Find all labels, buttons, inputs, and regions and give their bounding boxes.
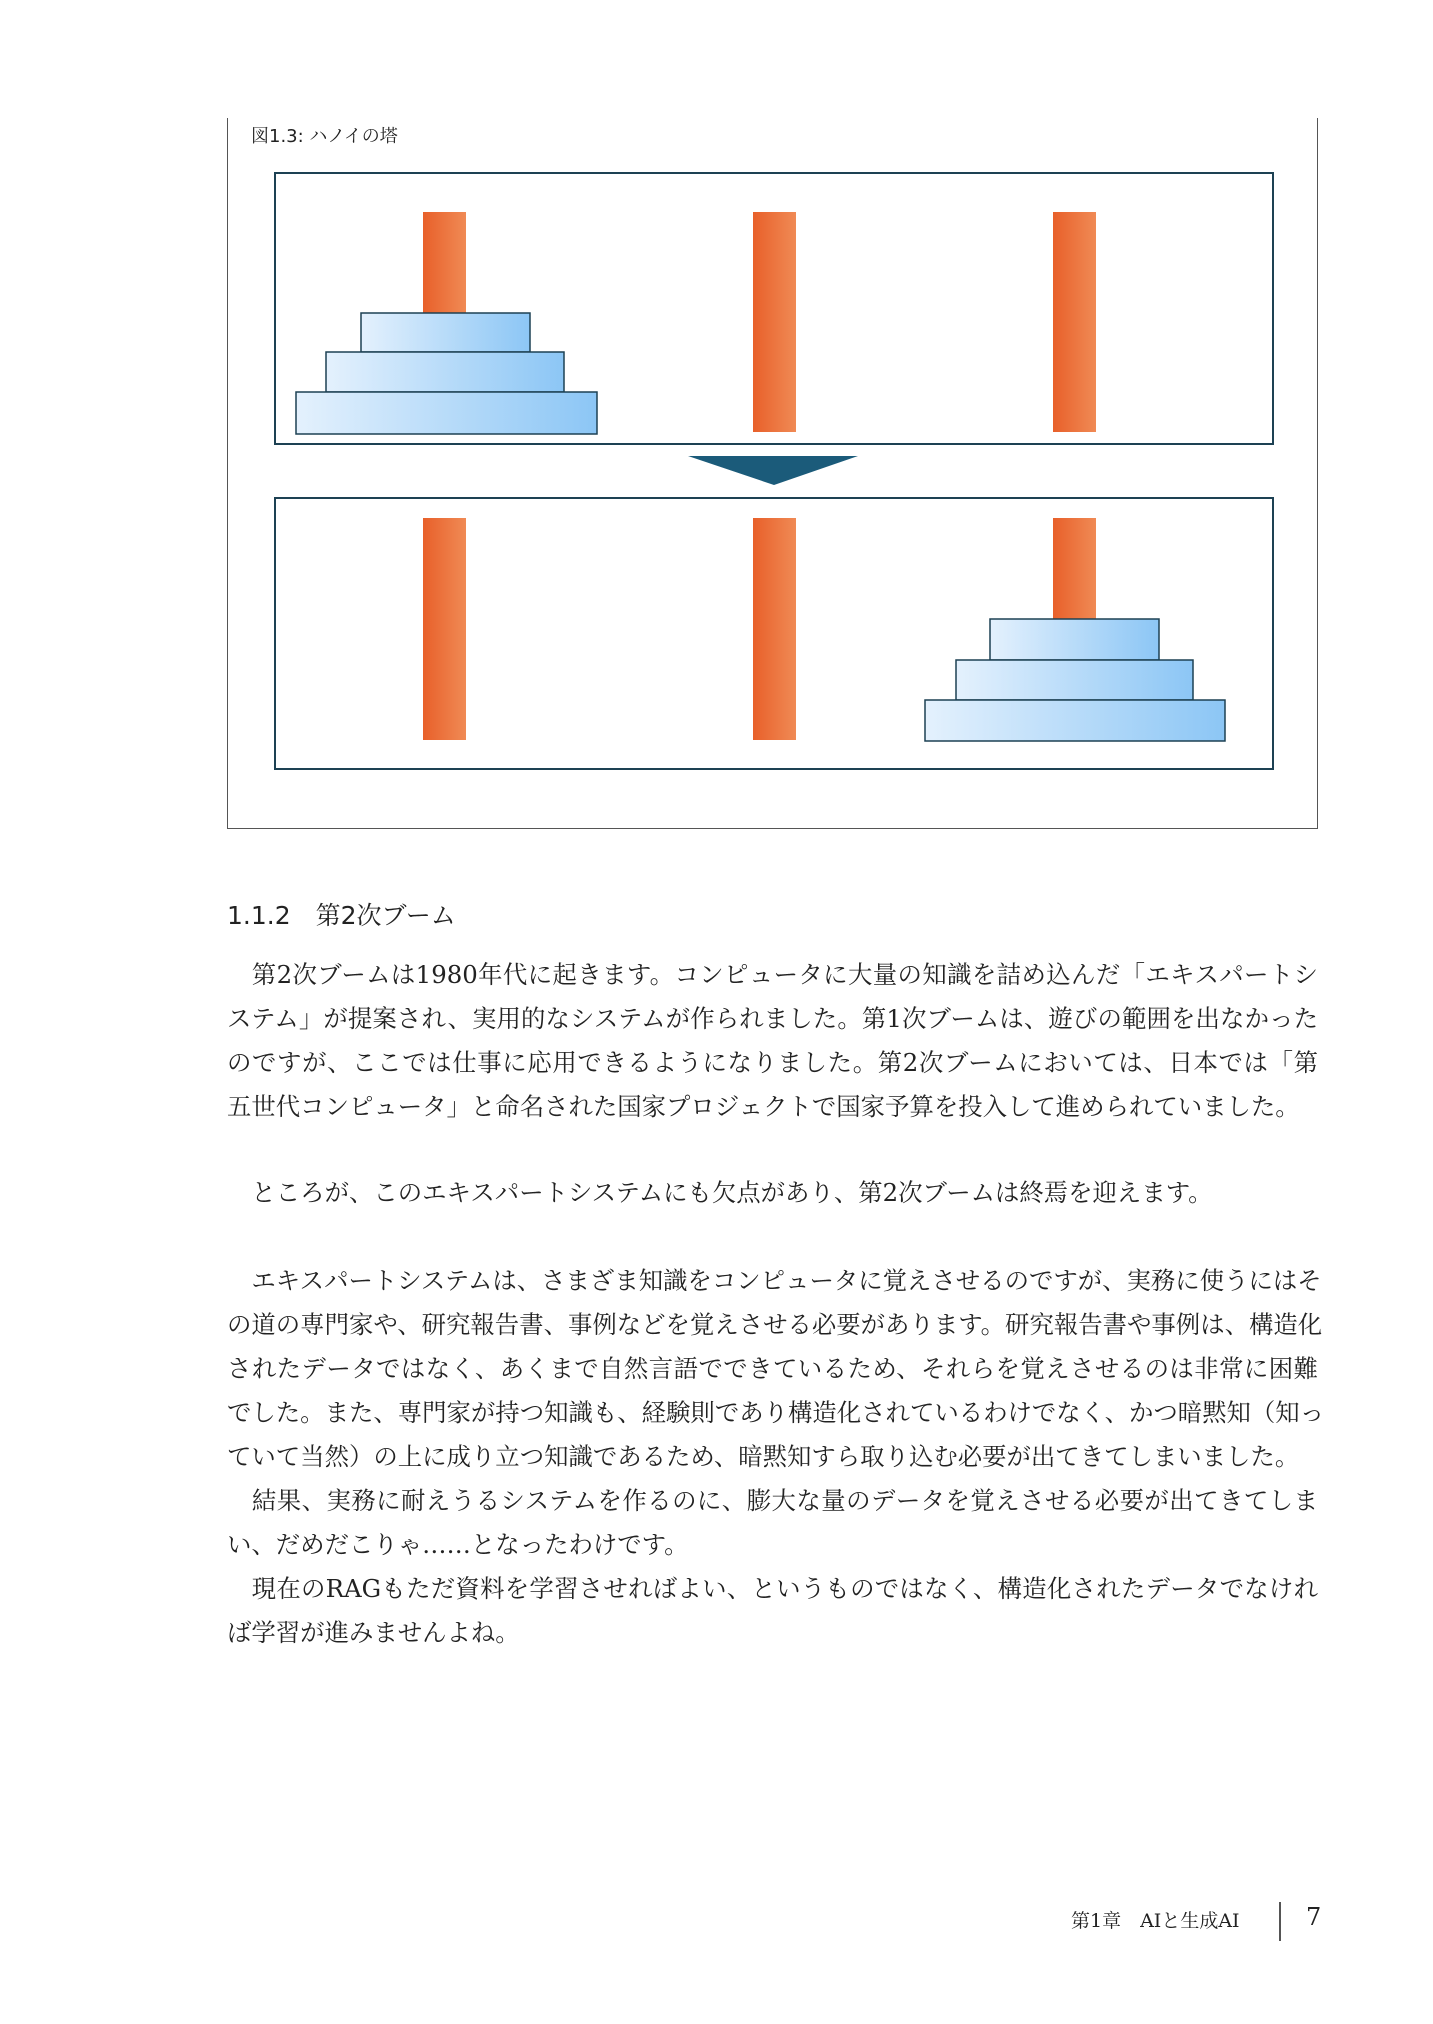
footer-divider bbox=[1279, 1902, 1281, 1941]
tower-of-hanoi-figure bbox=[0, 0, 1433, 860]
text-line: い、だめだこりゃ……となったわけです。 bbox=[227, 1530, 689, 1559]
text-line: されたデータではなく、あくまで自然言語でできているため、それらを覚えさせるのは非常に困難 bbox=[227, 1354, 1318, 1383]
text-line: エキスパートシステムは、さまざま知識をコンピュータに覚えさせるのですが、実務に使うにはそ bbox=[227, 1266, 1322, 1295]
peg-3 bbox=[1053, 212, 1096, 432]
text-line: 五世代コンピュータ」と命名された国家プロジェクトで国家予算を投入して進められていました。 bbox=[227, 1092, 1300, 1121]
final-state-panel bbox=[275, 498, 1273, 769]
disc-large bbox=[296, 392, 597, 434]
disc-large bbox=[925, 700, 1225, 741]
footer-chapter-title: 第1章 AIと生成AI bbox=[1071, 1910, 1240, 1932]
paragraph-2 bbox=[227, 1171, 1318, 1215]
page-number: 7 bbox=[1306, 1903, 1322, 1931]
text-line: 結果、実務に耐えうるシステムを作るのに、膨大な量のデータを覚えさせる必要が出てきてしま bbox=[227, 1486, 1318, 1515]
text-line: ステム」が提案され、実用的なシステムが作られました。第1次ブームは、遊びの範囲を出なかった bbox=[227, 1004, 1318, 1033]
text-line: の道の専門家や、研究報告書、事例などを覚えさせる必要があります。研究報告書や事例は、構造化 bbox=[227, 1310, 1323, 1339]
disc-medium bbox=[956, 660, 1193, 700]
initial-state-panel bbox=[275, 173, 1273, 444]
section-heading: 1.1.2 第2次ブーム bbox=[227, 901, 456, 930]
disc-small bbox=[990, 619, 1159, 660]
peg-1 bbox=[423, 518, 466, 740]
text-line: 第2次ブームは1980年代に起きます。コンピュータに大量の知識を詰め込んだ「エキスパートシ bbox=[227, 960, 1318, 989]
disc-medium bbox=[326, 352, 564, 392]
figure-caption: 図1.3: ハノイの塔 bbox=[251, 126, 398, 147]
text-line: のですが、ここでは仕事に応用できるようになりました。第2次ブームにおいては、日本では「第 bbox=[227, 1048, 1318, 1077]
peg-2 bbox=[753, 518, 796, 740]
text-line: ところが、このエキスパートシステムにも欠点があり、第2次ブームは終焉を迎えます。 bbox=[227, 1178, 1213, 1207]
paragraph-1 bbox=[227, 953, 1318, 1129]
peg-2 bbox=[753, 212, 796, 432]
paragraph-3 bbox=[227, 1259, 1325, 1655]
text-line: ていて当然）の上に成り立つ知識であるため、暗黙知すら取り込む必要が出てきてしまいました。 bbox=[227, 1442, 1300, 1471]
text-line: 現在のRAGもただ資料を学習させればよい、というものではなく、構造化されたデータでなけれ bbox=[227, 1574, 1318, 1603]
disc-small bbox=[361, 313, 530, 352]
text-line: でした。また、専門家が持つ知識も、経験則であり構造化されているわけでなく、かつ暗黙知（知っ bbox=[227, 1398, 1325, 1427]
down-arrow-icon bbox=[688, 456, 858, 485]
text-line: ば学習が進みませんよね。 bbox=[227, 1618, 520, 1647]
